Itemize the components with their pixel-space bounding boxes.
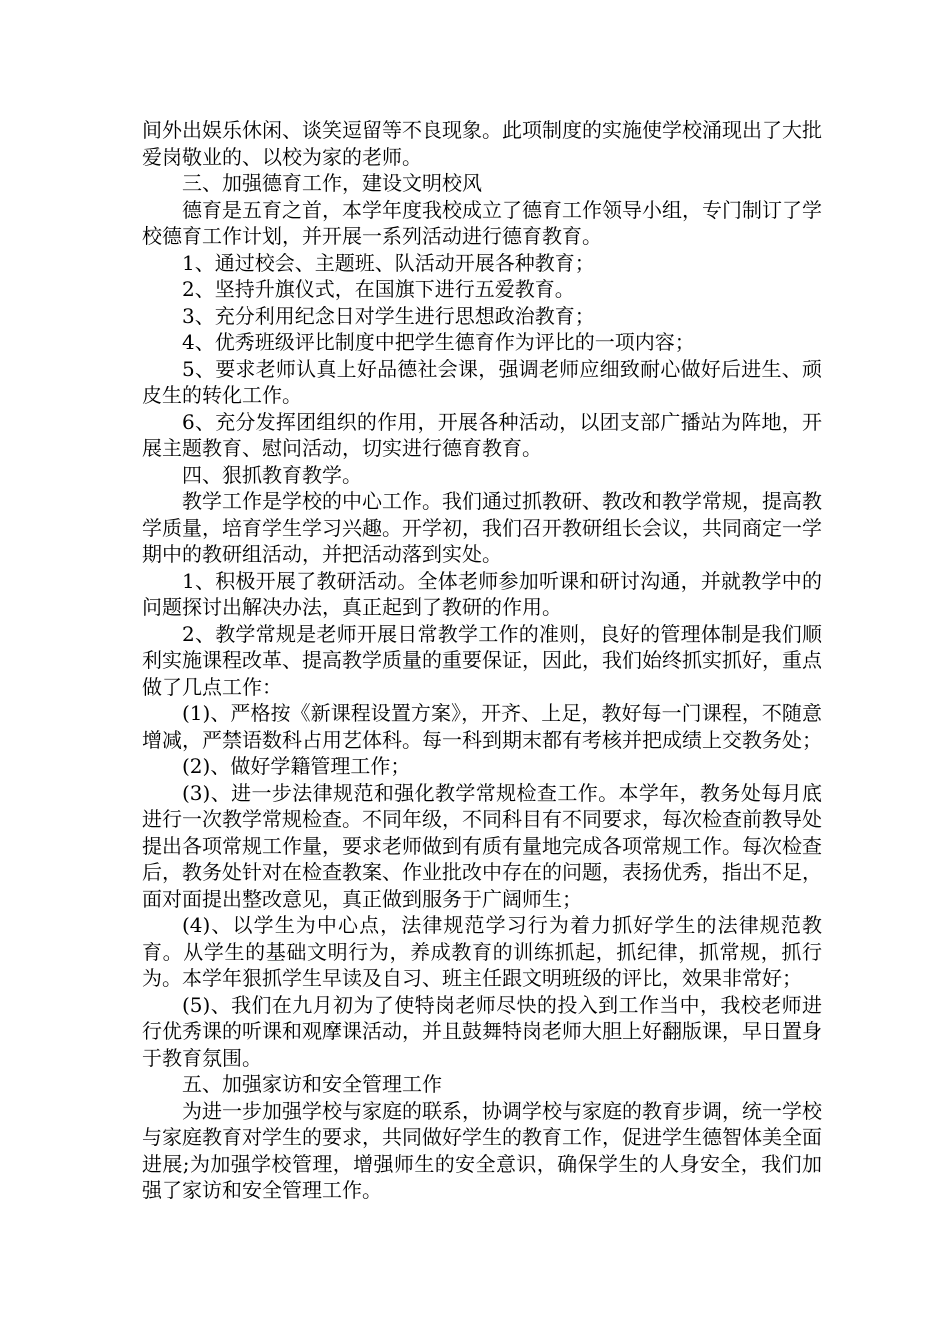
paragraph: 为进一步加强学校与家庭的联系，协调学校与家庭的教育步调，统一学校与家庭教育对学生的要求，共同做好学生的教育工作，促进学生德智体美全面进展;为加强学校管理，增强师生的安全意识，确保学生的人身安全，我们加强了家访和安全管理工作。	[142, 1098, 822, 1202]
sub-list-item: (5)、我们在九月初为了使特岗老师尽快的投入到工作当中，我校老师进行优秀课的听课和观摩课活动，并且鼓舞特岗老师大胆上好翻版课，早日置身于教育氛围。	[142, 992, 822, 1070]
sub-list-item: (2)、做好学籍管理工作；	[182, 754, 411, 778]
list-item: 2、教学常规是老师开展日常教学工作的准则，良好的管理体制是我们顺利实施课程改革、提高教学质量的重要保证，因此，我们始终抓实抓好，重点做了几点工作：	[142, 621, 822, 699]
list-item: 1、通过校会、主题班、队活动开展各种教育；	[182, 250, 595, 275]
list-item: 6、充分发挥团组织的作用，开展各种活动，以团支部广播站为阵地，开展主题教育、慰问活动，切实进行德育教育。	[142, 409, 822, 460]
sub-list-item: (3)、进一步法律规范和强化教学常规检查工作。本学年，教务处每月底进行一次教学常规检查。不同年级，不同科目有不同要求，每次检查前教导处提出各项常规工作量，要求老师做到有质有量地完成各项常规工作。每次检查后，教务处针对在检查教案、作业批改中存在的问题，表扬优秀，指出不足，面对面提出整改意见，真正做到服务于广阔师生；	[142, 780, 822, 911]
paragraph: 教学工作是学校的中心工作。我们通过抓教研、教改和教学常规，提高教学质量，培育学生学习兴趣。开学初，我们召开教研组长会议，共同商定一学期中的教研组活动，并把活动落到实处。	[142, 489, 822, 566]
section-heading-home-visits-safety: 五、加强家访和安全管理工作	[182, 1072, 442, 1096]
paragraph: 德育是五育之首，本学年度我校成立了德育工作领导小组，专门制订了学校德育工作计划，并开展一系列活动进行德育教育。	[142, 197, 822, 248]
sub-list-item: (1)、严格按《新课程设置方案》，开齐、上足，教好每一门课程，不随意增减，严禁语数科占用艺体科。每一科到期末都有考核并把成绩上交教务处；	[142, 701, 822, 752]
section-heading-teaching: 四、狠抓教育教学。	[182, 462, 362, 487]
list-item: 4、优秀班级评比制度中把学生德育作为评比的一项内容；	[182, 330, 695, 354]
list-item: 2、坚持升旗仪式，在国旗下进行五爱教育。	[182, 277, 575, 301]
document-body	[142, 117, 822, 1204]
list-item: 1、积极开展了教研活动。全体老师参加听课和研讨沟通，并就教学中的问题探讨出解决办法，真正起到了教研的作用。	[142, 568, 822, 619]
list-item: 3、充分利用纪念日对学生进行思想政治教育；	[182, 303, 595, 328]
sub-list-item: (4)、以学生为中心点，法律规范学习行为着力抓好学生的法律规范教育。从学生的基础文明行为，养成教育的训练抓起，抓纪律，抓常规，抓行为。本学年狠抓学生早读及自习、班主任跟文明班级的评比，效果非常好；	[142, 913, 822, 990]
paragraph-continued: 间外出娱乐休闲、谈笑逗留等不良现象。此项制度的实施使学校涌现出了大批爱岗敬业的、以校为家的老师。	[142, 118, 822, 169]
list-item: 5、要求老师认真上好品德社会课，强调老师应细致耐心做好后进生、顽皮生的转化工作。	[142, 356, 822, 407]
section-heading-moral-education: 三、加强德育工作，建设文明校风	[182, 171, 482, 195]
